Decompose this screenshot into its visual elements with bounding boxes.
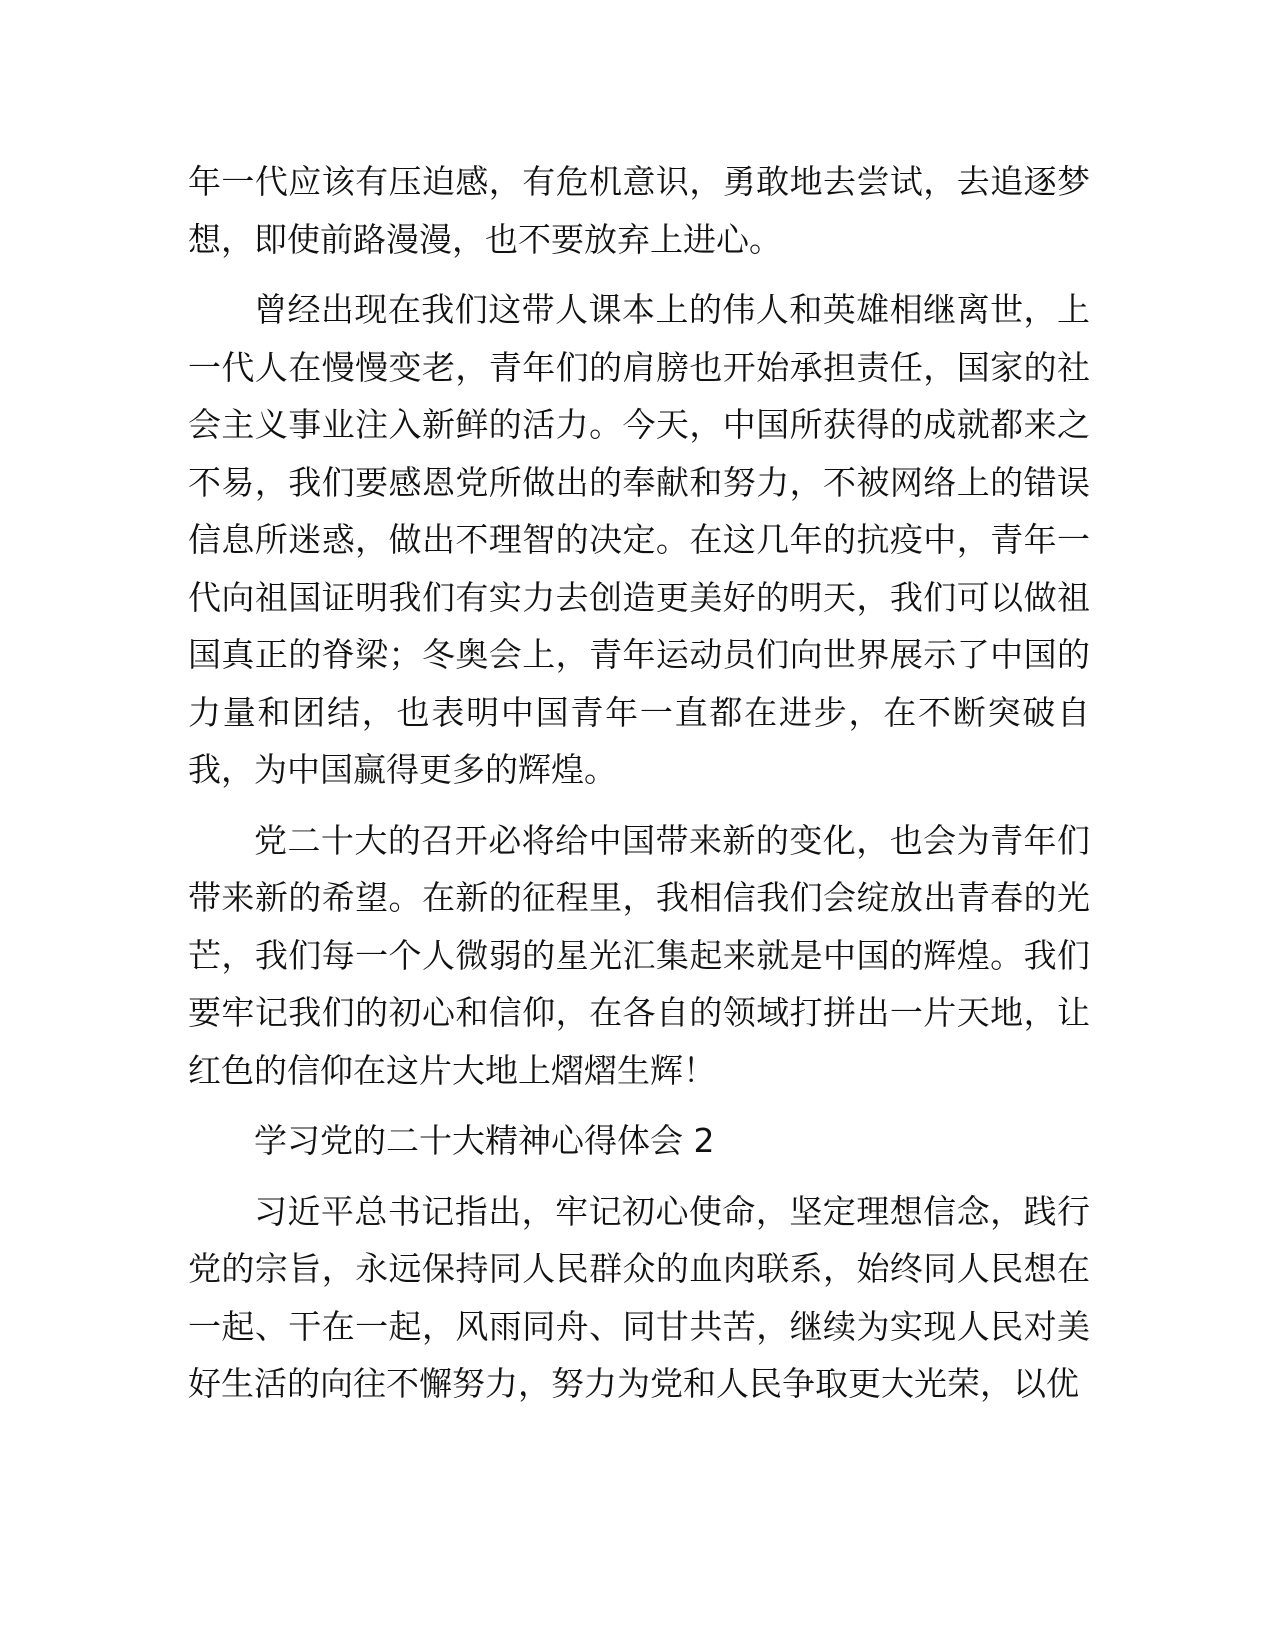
paragraph-youth-responsibility: 曾经出现在我们这带人课本上的伟人和英雄相继离世，上一代人在慢慢变老，青年们的肩膀也开始承担责任，国家的社会主义事业注入新鲜的活力。今天，中国所获得的成就都来之不易，我们要感恩党所做出的奉献和努力，不被网络上的错误信息所迷惑，做出不理智的决定。在这几年的抗疫中，青年一代向祖国证明我们有实力去创造更美好的明天，我们可以做祖国真正的脊梁；冬奥会上，青年运动员们向世界展示了中国的力量和团结，也表明中国青年一直都在进步，在不断突破自我，为中国赢得更多的辉煌。 xyxy=(188,290,1090,789)
section-heading: 学习党的二十大精神心得体会 2 xyxy=(254,1121,715,1160)
paragraph-continuation: 年一代应该有压迫感，有危机意识，勇敢地去尝试，去追逐梦想，即使前路漫漫，也不要放弃上进心。 xyxy=(188,162,1090,259)
document-body xyxy=(188,153,1090,1426)
paragraph-xi-remarks: 习近平总书记指出，牢记初心使命，坚定理想信念，践行党的宗旨，永远保持同人民群众的血肉联系，始终同人民想在一起、干在一起，风雨同舟、同甘共苦，继续为实现人民对美好生活的向往不懈努力，努力为党和人民争取更大光荣，以优 xyxy=(188,1191,1090,1403)
paragraph-twentieth-congress-hope: 党二十大的召开必将给中国带来新的变化，也会为青年们带来新的希望。在新的征程里，我相信我们会绽放出青春的光芒，我们每一个人微弱的星光汇集起来就是中国的辉煌。我们要牢记我们的初心和信仰，在各自的领域打拼出一片天地，让红色的信仰在这片大地上熠熠生辉！ xyxy=(188,820,1090,1090)
